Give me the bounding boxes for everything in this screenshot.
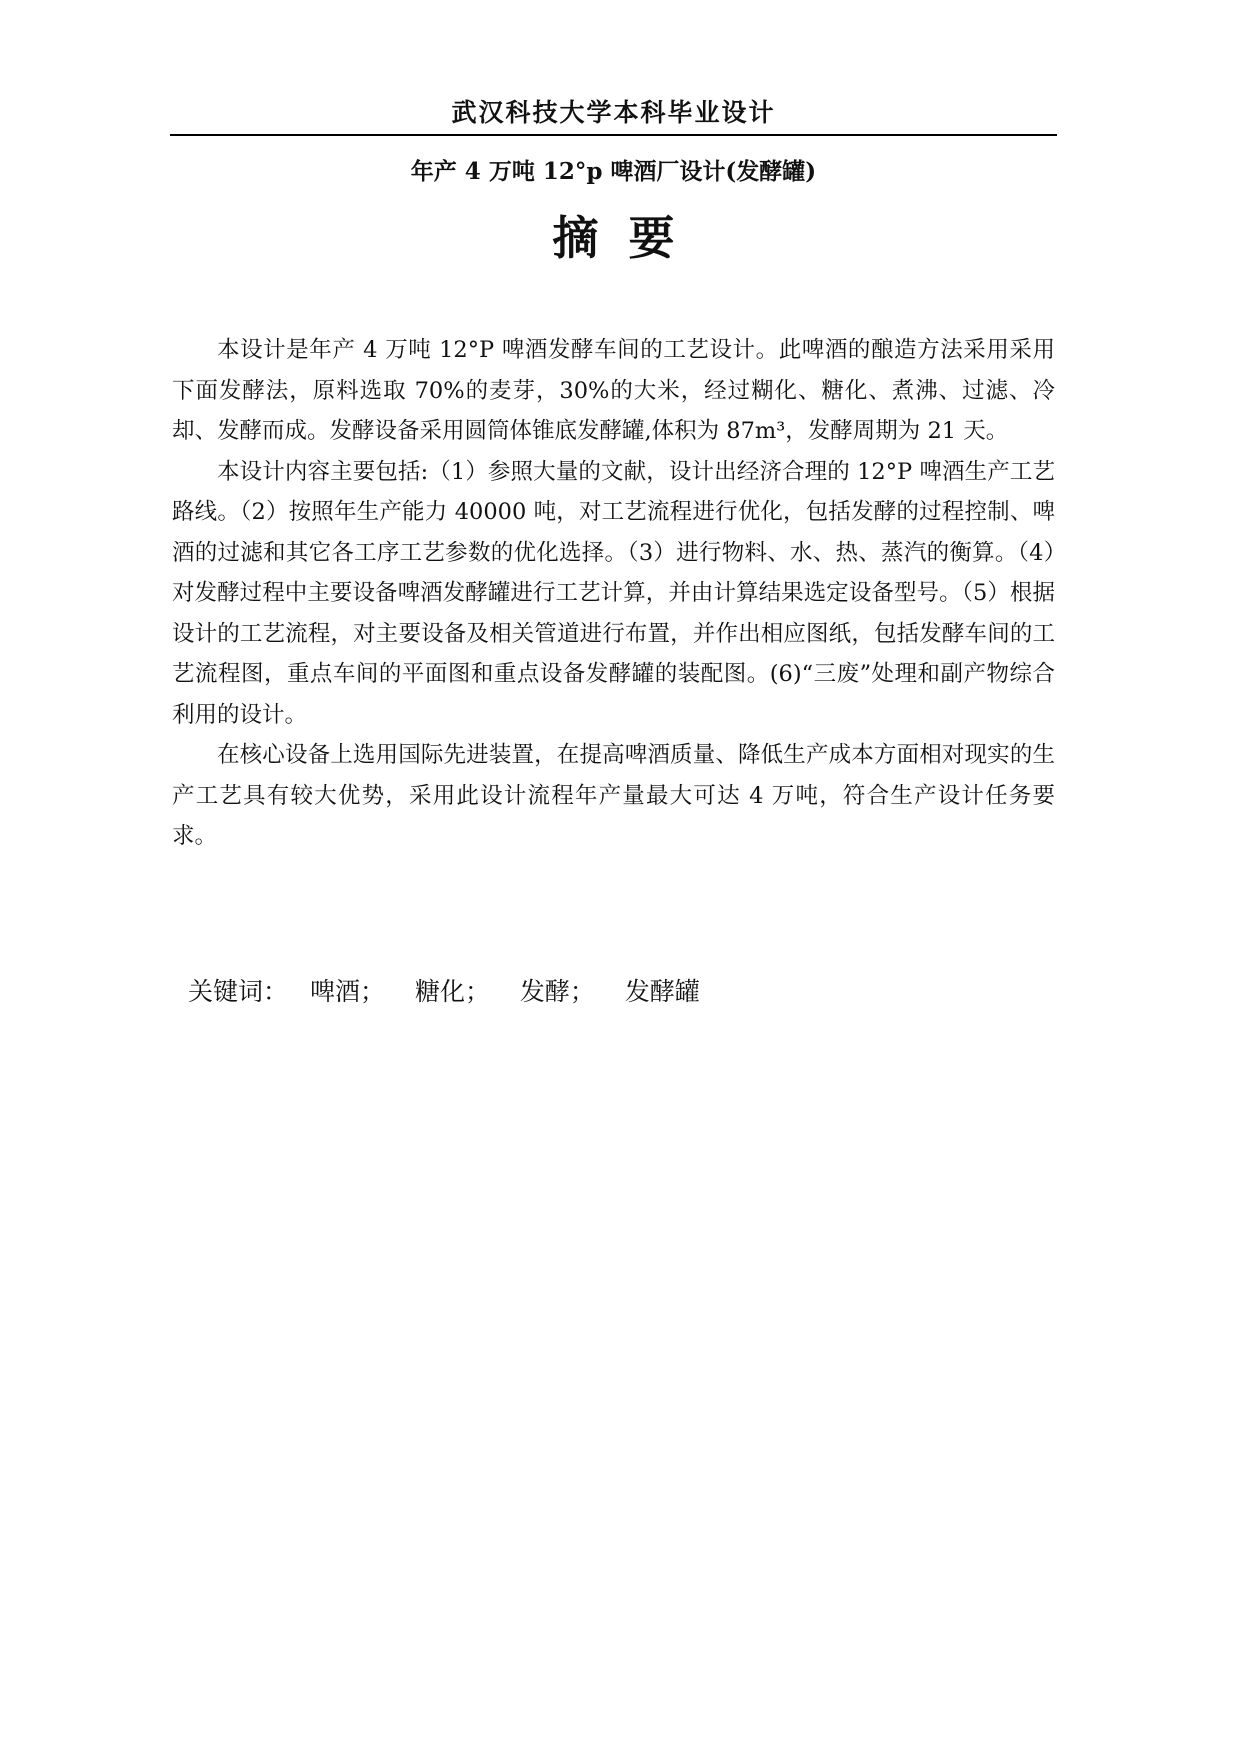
header-rule [170, 134, 1057, 136]
document-title: 年产 4 万吨 12°p 啤酒厂设计(发酵罐) [410, 158, 817, 185]
abstract-paragraph: 在核心设备上选用国际先进装置，在提高啤酒质量、降低生产成本方面相对现实的生产工艺具有较大优势，采用此设计流程年产量最大可达 4 万吨，符合生产设计任务要求。 [172, 742, 1055, 849]
keyword-item: 发酵罐 [624, 977, 700, 1006]
keyword-item: 啤酒； [309, 977, 385, 1006]
keywords-label: 关键词： [188, 977, 289, 1006]
abstract-paragraph: 本设计内容主要包括:（1）参照大量的文献，设计出经济合理的 12°P 啤酒生产工艺路线。（2）按照年生产能力 40000 吨，对工艺流程进行优化，包括发酵的过程控制、啤酒的过滤和其它各工序工艺参数的优化选择。（3）进行物料、水、热、蒸汽的衡算。（4）对发酵过程中主要设备啤酒发酵罐进行工艺计算，并由计算结果选定设备型号。（5）根据设计的工艺流程，对主要设备及相关管道进行布置，并作出相应图纸，包括发酵车间的工艺流程图，重点车间的平面图和重点设备发酵罐的装配图。(6)“三废”处理和副产物综合利用的设计。 [172, 458, 1055, 728]
abstract-body [172, 330, 1055, 857]
keyword-item: 糖化； [414, 977, 490, 1006]
keywords-line [188, 974, 722, 1010]
keyword-item: 发酵； [519, 977, 595, 1006]
running-header: 武汉科技大学本科毕业设计 [451, 98, 776, 127]
abstract-heading: 摘要 [552, 211, 705, 265]
abstract-paragraph: 本设计是年产 4 万吨 12°P 啤酒发酵车间的工艺设计。此啤酒的酿造方法采用采用下面发酵法，原料选取 70%的麦芽，30%的大米，经过糊化、糖化、煮沸、过滤、冷却、发酵而成。发酵设备采用圆筒体锥底发酵罐,体积为 87m³，发酵周期为 21 天。 [172, 337, 1055, 444]
